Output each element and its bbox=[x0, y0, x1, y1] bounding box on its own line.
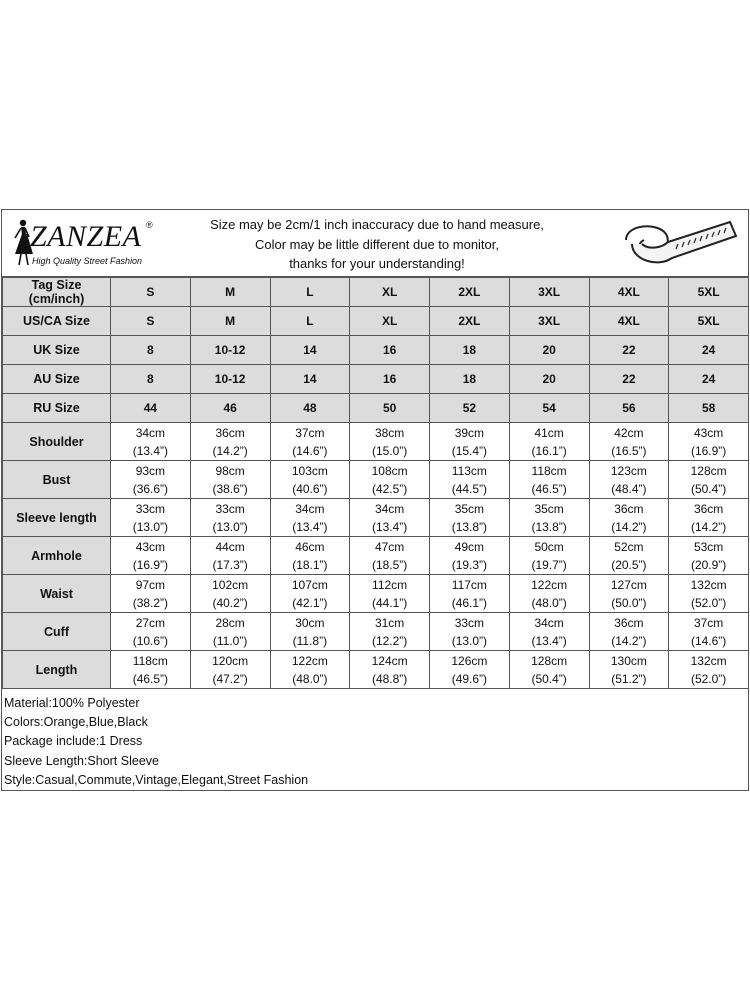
cm-value: 43cm bbox=[693, 425, 724, 440]
cm-value: 120cm bbox=[212, 653, 249, 668]
inch-value: (47.2”) bbox=[212, 671, 248, 686]
measurement-cell bbox=[509, 461, 589, 499]
cm-value: 118cm bbox=[132, 653, 168, 668]
measurement-cell bbox=[270, 537, 350, 575]
cm-value: 34cm bbox=[534, 615, 564, 630]
size-cell: 18 bbox=[430, 365, 510, 394]
measurement-cell bbox=[430, 461, 510, 499]
measurement-cell bbox=[111, 575, 191, 613]
measurement-row bbox=[3, 613, 749, 651]
measurement-cell bbox=[430, 613, 510, 651]
cm-value: 37cm bbox=[693, 615, 724, 630]
row-label: Shoulder bbox=[3, 423, 111, 461]
inch-value: (49.6”) bbox=[451, 671, 488, 686]
size-cell: 5XL bbox=[669, 278, 749, 307]
measurement-cell bbox=[190, 651, 270, 689]
measurement-cell bbox=[270, 651, 350, 689]
cm-value: 43cm bbox=[135, 539, 166, 554]
size-cell: 50 bbox=[350, 394, 430, 423]
size-cell: 16 bbox=[350, 336, 430, 365]
size-cell: 16 bbox=[350, 365, 430, 394]
measurement-cell bbox=[589, 499, 669, 537]
measurement-cell bbox=[509, 537, 589, 575]
inch-value: (19.7”) bbox=[531, 557, 567, 572]
inch-value: (13.8”) bbox=[451, 519, 488, 534]
cm-value: 35cm bbox=[454, 501, 485, 516]
measurement-notice bbox=[182, 215, 572, 274]
measurement-cell bbox=[669, 613, 749, 651]
inch-value: (48.0”) bbox=[292, 671, 328, 686]
size-cell: 20 bbox=[509, 365, 589, 394]
measurement-cell bbox=[190, 613, 270, 651]
cm-value: 34cm bbox=[295, 501, 325, 516]
cm-value: 113cm bbox=[451, 463, 487, 478]
inch-value: (42.1”) bbox=[292, 595, 328, 610]
row-label: Bust bbox=[3, 461, 111, 499]
size-row bbox=[3, 336, 749, 365]
row-label: UK Size bbox=[3, 336, 111, 365]
row-label: Armhole bbox=[3, 537, 111, 575]
measurement-row bbox=[3, 461, 749, 499]
cm-value: 107cm bbox=[291, 577, 328, 592]
inch-value: (16.1”) bbox=[531, 443, 567, 458]
size-cell: 48 bbox=[270, 394, 350, 423]
cm-value: 33cm bbox=[454, 615, 485, 630]
inch-value: (17.3”) bbox=[212, 557, 248, 572]
cm-value: 118cm bbox=[531, 463, 567, 478]
measurement-cell bbox=[509, 423, 589, 461]
measurement-cell bbox=[509, 499, 589, 537]
row-label: Sleeve length bbox=[3, 499, 111, 537]
inch-value: (13.4”) bbox=[292, 519, 328, 534]
inch-value: (46.5”) bbox=[531, 481, 567, 496]
inch-value: (14.2”) bbox=[212, 443, 248, 458]
inch-value: (14.6”) bbox=[292, 443, 328, 458]
size-cell: 22 bbox=[589, 336, 669, 365]
info-style: Style:Casual,Commute,Vintage,Elegant,Street Fashion bbox=[4, 772, 309, 787]
cm-value: 122cm bbox=[291, 653, 328, 668]
inch-value: (44.1”) bbox=[371, 595, 408, 610]
cm-value: 103cm bbox=[291, 463, 328, 478]
cm-value: 97cm bbox=[135, 577, 166, 592]
cm-value: 117cm bbox=[451, 577, 487, 592]
measurement-cell bbox=[190, 537, 270, 575]
measurement-cell bbox=[669, 575, 749, 613]
inch-value: (14.2”) bbox=[690, 519, 727, 534]
measurement-cell bbox=[669, 651, 749, 689]
measurement-cell bbox=[589, 651, 669, 689]
measurement-cell bbox=[190, 499, 270, 537]
measurement-cell bbox=[190, 575, 270, 613]
inch-value: (16.9”) bbox=[690, 443, 727, 458]
inch-value: (50.0”) bbox=[611, 595, 647, 610]
measurement-cell bbox=[111, 499, 191, 537]
inch-value: (19.3”) bbox=[451, 557, 488, 572]
inch-value: (14.6”) bbox=[690, 633, 727, 648]
cm-value: 41cm bbox=[534, 425, 564, 440]
measurement-cell bbox=[430, 575, 510, 613]
measurement-row bbox=[3, 651, 749, 689]
inch-value: (12.2”) bbox=[371, 633, 408, 648]
brand-tagline: High Quality Street Fashion bbox=[32, 256, 143, 266]
row-label: Cuff bbox=[3, 613, 111, 651]
cm-value: 122cm bbox=[531, 577, 568, 592]
cm-value: 130cm bbox=[610, 653, 647, 668]
cm-value: 128cm bbox=[531, 653, 568, 668]
inch-value: (40.2”) bbox=[212, 595, 248, 610]
measurement-cell bbox=[190, 461, 270, 499]
size-cell: 8 bbox=[111, 336, 191, 365]
inch-value: (38.6”) bbox=[212, 481, 248, 496]
measurement-cell bbox=[430, 499, 510, 537]
cm-value: 127cm bbox=[610, 577, 647, 592]
measurement-cell bbox=[350, 651, 430, 689]
cm-value: 132cm bbox=[690, 577, 727, 592]
inch-value: (36.6”) bbox=[132, 481, 169, 496]
size-row bbox=[3, 394, 749, 423]
measurement-cell bbox=[111, 537, 191, 575]
inch-value: (13.8”) bbox=[531, 519, 567, 534]
inch-value: (48.0”) bbox=[531, 595, 567, 610]
measurement-cell bbox=[111, 651, 191, 689]
inch-value: (13.4”) bbox=[531, 633, 567, 648]
cm-value: 28cm bbox=[215, 615, 245, 630]
measurement-cell bbox=[430, 651, 510, 689]
inch-value: (20.9”) bbox=[690, 557, 727, 572]
measurement-cell bbox=[350, 537, 430, 575]
inch-value: (11.0”) bbox=[212, 633, 248, 648]
cm-value: 93cm bbox=[135, 463, 166, 478]
measurement-cell bbox=[589, 461, 669, 499]
measurement-cell bbox=[509, 613, 589, 651]
cm-value: 33cm bbox=[215, 501, 245, 516]
size-table bbox=[2, 277, 749, 689]
notice-line: Size may be 2cm/1 inch inaccuracy due to hand measure, bbox=[210, 217, 544, 232]
size-cell: 3XL bbox=[509, 278, 589, 307]
cm-value: 112cm bbox=[372, 577, 408, 592]
cm-value: 42cm bbox=[614, 425, 644, 440]
inch-value: (13.4”) bbox=[371, 519, 408, 534]
measurement-cell bbox=[270, 461, 350, 499]
size-cell: 52 bbox=[430, 394, 510, 423]
cm-value: 52cm bbox=[614, 539, 644, 554]
measurement-cell bbox=[589, 423, 669, 461]
inch-value: (18.5”) bbox=[371, 557, 408, 572]
measurement-cell bbox=[270, 613, 350, 651]
cm-value: 124cm bbox=[371, 653, 408, 668]
measurement-cell bbox=[111, 613, 191, 651]
size-cell: 24 bbox=[669, 365, 749, 394]
size-cell: 20 bbox=[509, 336, 589, 365]
measurement-cell bbox=[270, 499, 350, 537]
measurement-cell bbox=[589, 537, 669, 575]
measurement-cell bbox=[270, 423, 350, 461]
size-cell: L bbox=[270, 278, 350, 307]
measurement-cell bbox=[509, 651, 589, 689]
inch-value: (40.6”) bbox=[292, 481, 328, 496]
inch-value: (46.5”) bbox=[132, 671, 169, 686]
measurement-cell bbox=[350, 575, 430, 613]
size-cell: 24 bbox=[669, 336, 749, 365]
measurement-cell bbox=[270, 575, 350, 613]
size-cell: 14 bbox=[270, 365, 350, 394]
size-cell: 18 bbox=[430, 336, 510, 365]
inch-value: (48.8”) bbox=[371, 671, 408, 686]
inch-value: (13.0”) bbox=[132, 519, 169, 534]
inch-value: (50.4”) bbox=[690, 481, 727, 496]
cm-value: 30cm bbox=[295, 615, 325, 630]
cm-value: 38cm bbox=[374, 425, 405, 440]
inch-value: (14.2”) bbox=[611, 633, 647, 648]
inch-value: (51.2”) bbox=[611, 671, 647, 686]
inch-value: (20.5”) bbox=[611, 557, 647, 572]
notice-line: thanks for your understanding! bbox=[289, 256, 465, 271]
measuring-tape-icon bbox=[618, 214, 742, 274]
size-cell: 8 bbox=[111, 365, 191, 394]
row-label: Waist bbox=[3, 575, 111, 613]
inch-value: (13.0”) bbox=[212, 519, 248, 534]
size-cell: 2XL bbox=[430, 307, 510, 336]
size-cell: 14 bbox=[270, 336, 350, 365]
info-material: Material:100% Polyester bbox=[4, 696, 140, 710]
size-cell: XL bbox=[350, 307, 430, 336]
measurement-cell bbox=[669, 499, 749, 537]
size-cell: 3XL bbox=[509, 307, 589, 336]
inch-value: (13.4”) bbox=[132, 443, 169, 458]
inch-value: (18.1”) bbox=[292, 557, 328, 572]
size-cell: 46 bbox=[190, 394, 270, 423]
cm-value: 50cm bbox=[534, 539, 564, 554]
measurement-row bbox=[3, 499, 749, 537]
inch-value: (46.1”) bbox=[451, 595, 488, 610]
inch-value: (16.9”) bbox=[132, 557, 169, 572]
chart-header bbox=[2, 210, 748, 277]
cm-value: 37cm bbox=[295, 425, 325, 440]
cm-value: 34cm bbox=[135, 425, 166, 440]
brand-name: ZANZEA bbox=[30, 220, 142, 253]
cm-value: 46cm bbox=[295, 539, 325, 554]
info-package: Package include:1 Dress bbox=[4, 734, 143, 749]
measurement-cell bbox=[350, 499, 430, 537]
cm-value: 49cm bbox=[454, 539, 485, 554]
inch-value: (15.4”) bbox=[451, 443, 488, 458]
cm-value: 102cm bbox=[212, 577, 249, 592]
size-row bbox=[3, 365, 749, 394]
cm-value: 108cm bbox=[371, 463, 408, 478]
measurement-cell bbox=[190, 423, 270, 461]
measurement-cell bbox=[350, 613, 430, 651]
cm-value: 35cm bbox=[534, 501, 564, 516]
cm-value: 36cm bbox=[614, 615, 644, 630]
measurement-cell bbox=[111, 423, 191, 461]
size-cell: 58 bbox=[669, 394, 749, 423]
measurement-cell bbox=[589, 613, 669, 651]
cm-value: 132cm bbox=[690, 653, 727, 668]
size-cell: S bbox=[111, 307, 191, 336]
size-cell: 54 bbox=[509, 394, 589, 423]
cm-value: 128cm bbox=[690, 463, 727, 478]
inch-value: (38.2”) bbox=[132, 595, 169, 610]
size-cell: 4XL bbox=[589, 278, 669, 307]
inch-value: (16.5”) bbox=[611, 443, 647, 458]
measurement-cell bbox=[111, 461, 191, 499]
cm-value: 126cm bbox=[451, 653, 488, 668]
size-cell: 2XL bbox=[430, 278, 510, 307]
inch-value: (13.0”) bbox=[451, 633, 488, 648]
measurement-cell bbox=[669, 423, 749, 461]
cm-value: 36cm bbox=[215, 425, 245, 440]
cm-value: 27cm bbox=[135, 615, 166, 630]
measurement-cell bbox=[509, 575, 589, 613]
size-cell: 22 bbox=[589, 365, 669, 394]
inch-value: (14.2”) bbox=[611, 519, 647, 534]
cm-value: 34cm bbox=[374, 501, 405, 516]
inch-value: (44.5”) bbox=[451, 481, 488, 496]
measurement-cell bbox=[350, 423, 430, 461]
measurement-cell bbox=[669, 461, 749, 499]
measurement-row bbox=[3, 537, 749, 575]
measurement-cell bbox=[430, 423, 510, 461]
size-cell: S bbox=[111, 278, 191, 307]
row-label: Length bbox=[3, 651, 111, 689]
measurement-cell bbox=[589, 575, 669, 613]
inch-value: (48.4”) bbox=[611, 481, 647, 496]
product-info bbox=[4, 694, 308, 790]
size-cell: 5XL bbox=[669, 307, 749, 336]
cm-value: 36cm bbox=[614, 501, 644, 516]
row-label: US/CA Size bbox=[3, 307, 111, 336]
size-cell: 10-12 bbox=[190, 336, 270, 365]
cm-value: 123cm bbox=[610, 463, 647, 478]
row-label: RU Size bbox=[3, 394, 111, 423]
measurement-cell bbox=[350, 461, 430, 499]
measurement-row bbox=[3, 575, 749, 613]
size-cell: 44 bbox=[111, 394, 191, 423]
row-label: AU Size bbox=[3, 365, 111, 394]
size-cell: 10-12 bbox=[190, 365, 270, 394]
measurement-cell bbox=[430, 537, 510, 575]
size-cell: M bbox=[190, 278, 270, 307]
size-cell: 56 bbox=[589, 394, 669, 423]
size-chart bbox=[1, 209, 749, 791]
cm-value: 36cm bbox=[693, 501, 724, 516]
inch-value: (15.0”) bbox=[371, 443, 408, 458]
cm-value: 47cm bbox=[374, 539, 405, 554]
inch-value: (42.5”) bbox=[371, 481, 408, 496]
size-cell: M bbox=[190, 307, 270, 336]
info-colors: Colors:Orange,Blue,Black bbox=[4, 715, 148, 730]
info-sleeve-length: Sleeve Length:Short Sleeve bbox=[4, 753, 159, 768]
measurement-row bbox=[3, 423, 749, 461]
cm-value: 44cm bbox=[215, 539, 245, 554]
row-label: Tag Size (cm/inch) bbox=[3, 278, 111, 307]
cm-value: 53cm bbox=[693, 539, 724, 554]
brand-logo bbox=[6, 216, 156, 272]
cm-value: 39cm bbox=[454, 425, 485, 440]
size-cell: L bbox=[270, 307, 350, 336]
inch-value: (11.8”) bbox=[292, 633, 328, 648]
cm-value: 31cm bbox=[374, 615, 405, 630]
inch-value: (10.6”) bbox=[132, 633, 169, 648]
measurement-cell bbox=[669, 537, 749, 575]
inch-value: (52.0”) bbox=[690, 671, 727, 686]
size-row bbox=[3, 307, 749, 336]
size-cell: 4XL bbox=[589, 307, 669, 336]
cm-value: 98cm bbox=[215, 463, 245, 478]
inch-value: (50.4”) bbox=[531, 671, 567, 686]
inch-value: (52.0”) bbox=[690, 595, 727, 610]
size-cell: XL bbox=[350, 278, 430, 307]
registered-mark: ® bbox=[146, 220, 153, 230]
notice-line: Color may be little different due to monitor, bbox=[255, 236, 499, 252]
size-row bbox=[3, 278, 749, 307]
cm-value: 33cm bbox=[135, 501, 166, 516]
